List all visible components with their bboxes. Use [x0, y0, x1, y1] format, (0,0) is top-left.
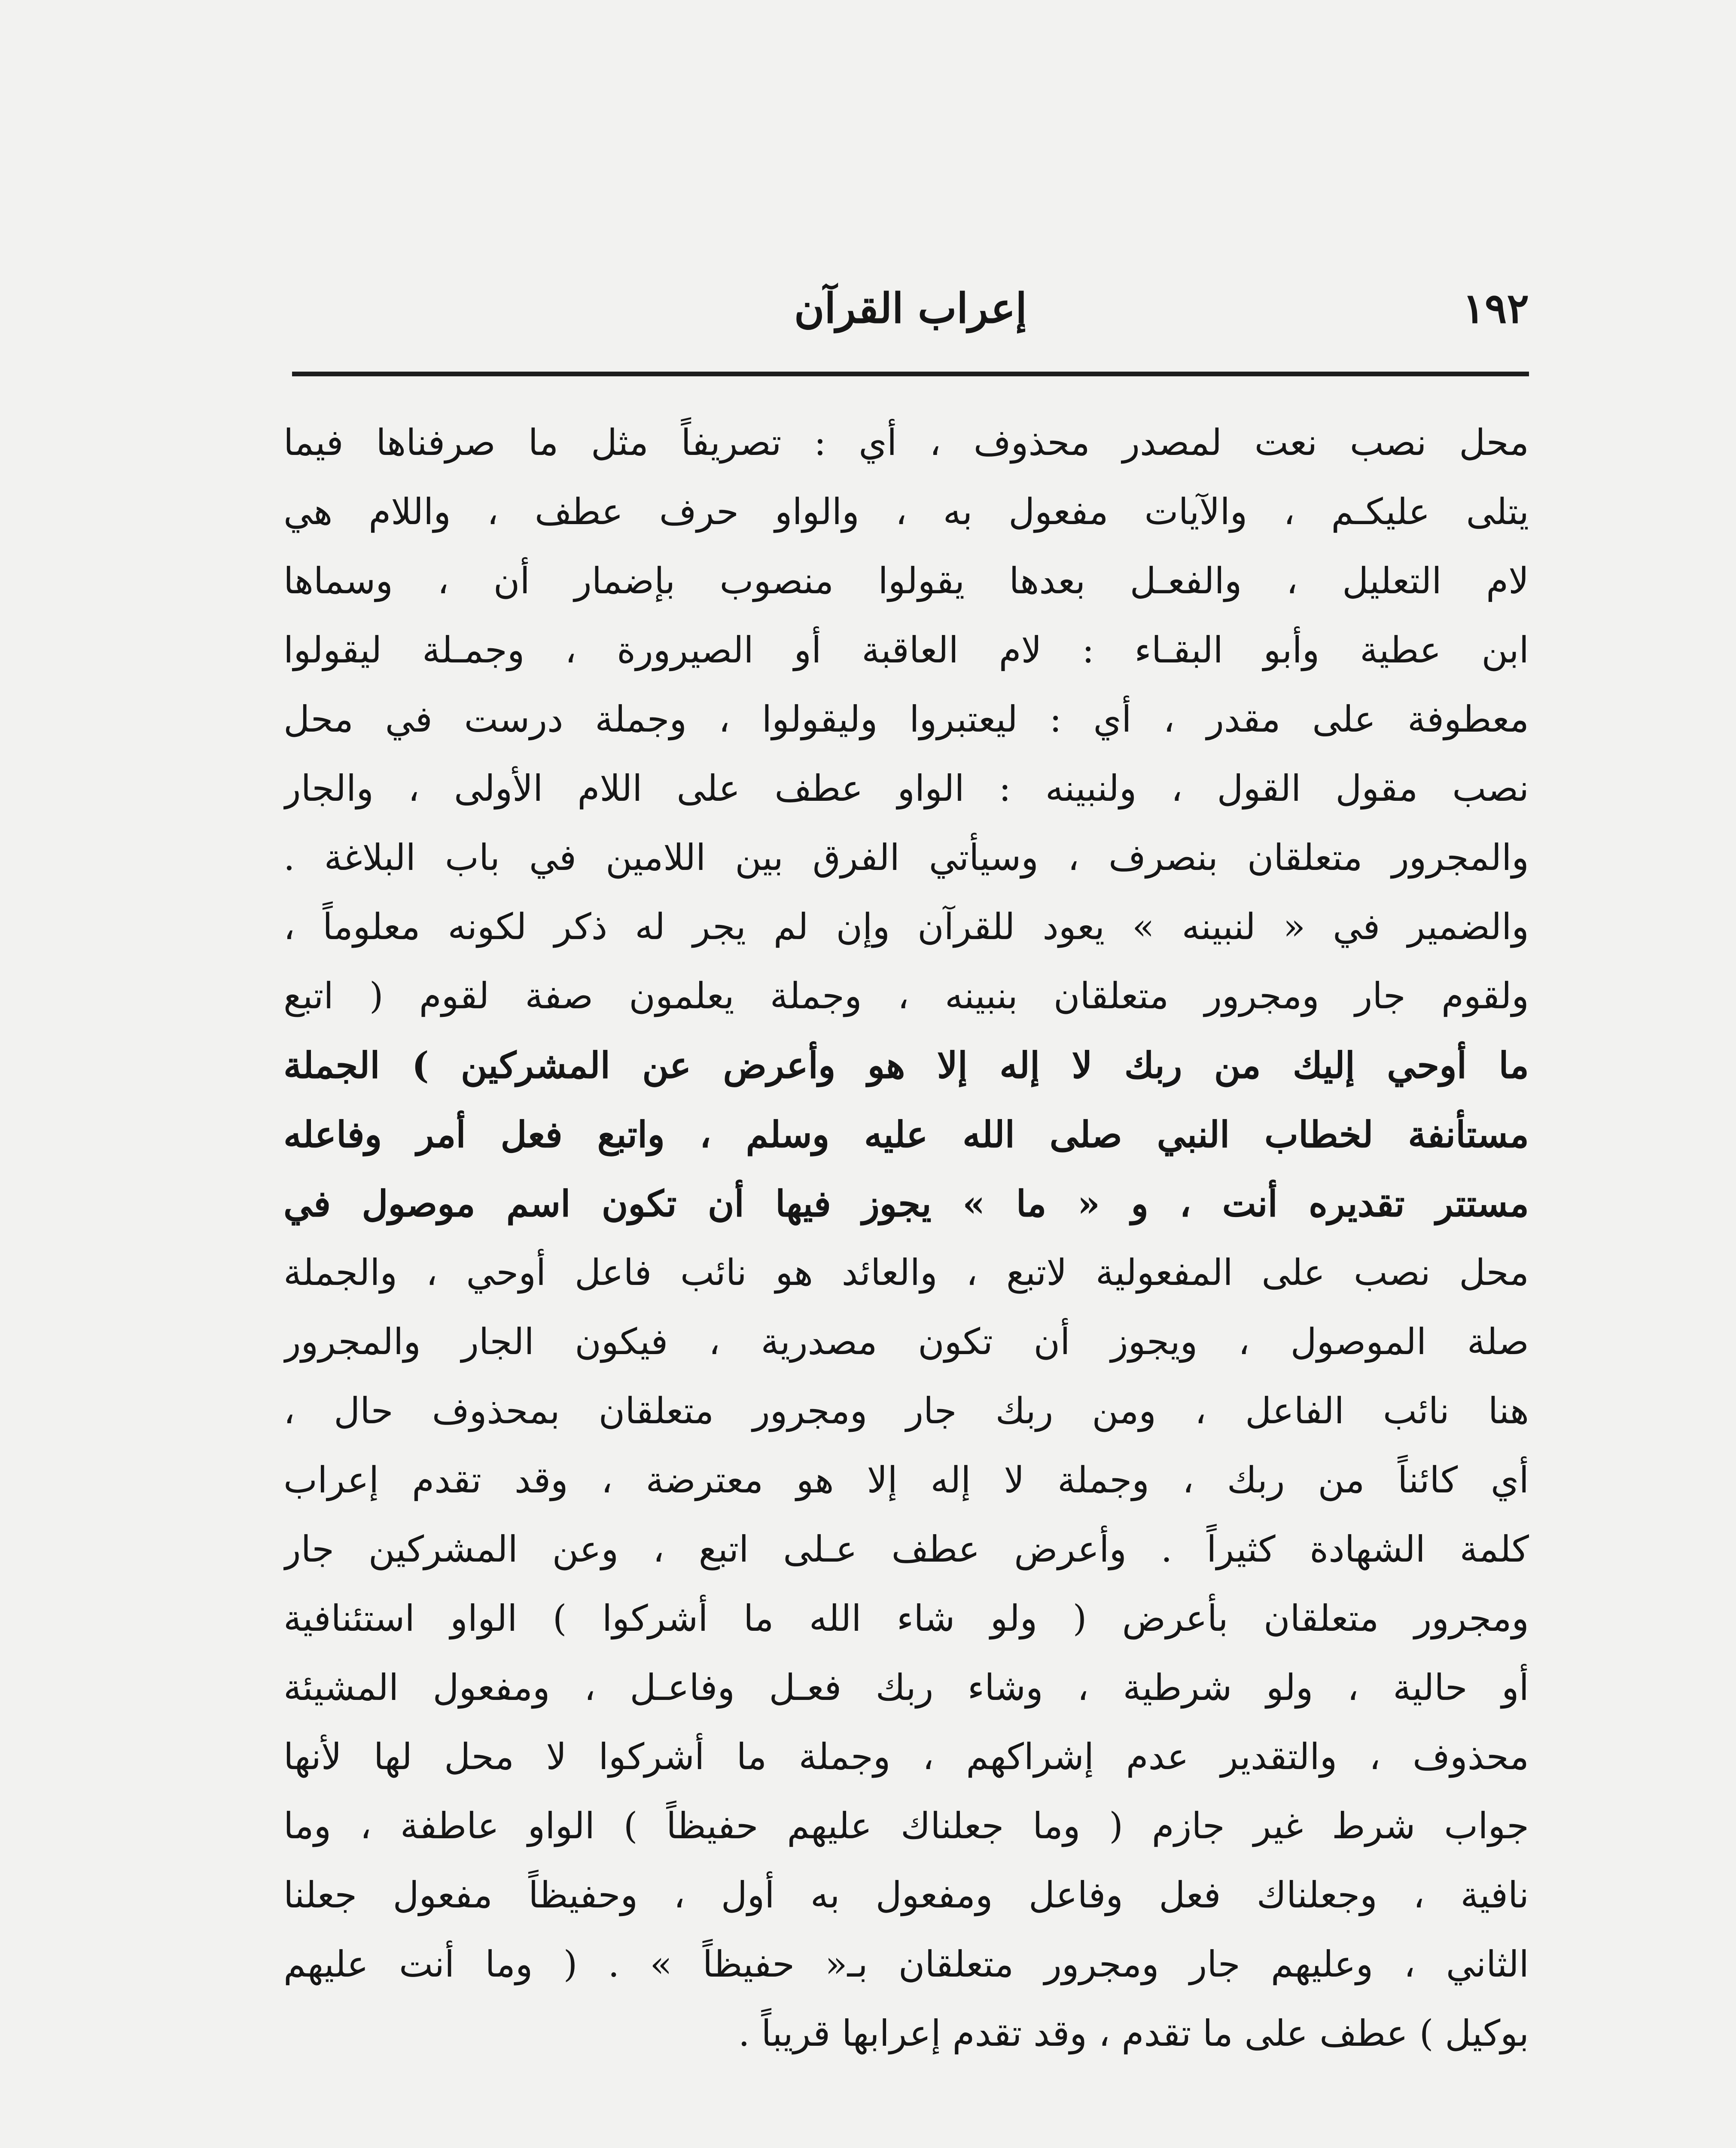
text-line: مستتر تقديره أنت ، و « ما » يجوز فيها أن تكون اسم موصول في — [283, 1182, 1529, 1225]
page-number: ١٩٢ — [1462, 284, 1529, 333]
body-text — [283, 408, 1529, 2068]
header-rule — [292, 372, 1529, 376]
text-line: معطوفة على مقدر ، أي : ليعتبروا وليقولوا ، وجملة درست في محل — [283, 698, 1529, 740]
text-line: لام التعليل ، والفعـل بعدها يقولوا منصوب بإضمار أن ، وسماها — [283, 560, 1529, 602]
text-line: محذوف ، والتقدير عدم إشراكهم ، وجملة ما أشركوا لا محل لها لأنها — [283, 1736, 1529, 1778]
text-line: محل نصب على المفعولية لاتبع ، والعائد هو نائب فاعل أوحي ، والجملة — [283, 1251, 1529, 1294]
text-line: ما أوحي إليك من ربك لا إله إلا هو وأعرض عن المشركين ) الجملة — [283, 1044, 1529, 1086]
text-line: ابن عطية وأبو البقـاء : لام العاقبة أو الصيرورة ، وجمـلة ليقولوا — [283, 629, 1529, 671]
text-line: هنا نائب الفاعل ، ومن ربك جار ومجرور متعلقان بمحذوف حال ، — [283, 1390, 1529, 1432]
text-line: والمجرور متعلقان بنصرف ، وسيأتي الفرق بين اللامين في باب البلاغة . — [283, 836, 1529, 879]
text-line: الثاني ، وعليهم جار ومجرور متعلقان بـ« حفيظاً » . ( وما أنت عليهم — [283, 1943, 1529, 1985]
text-line: ومجرور متعلقان بأعرض ( ولو شاء الله ما أشركوا ) الواو استئنافية — [283, 1597, 1529, 1639]
text-line: مستأنفة لخطاب النبي صلى الله عليه وسلم ، واتبع فعل أمر وفاعله — [283, 1113, 1529, 1156]
page-header — [292, 275, 1529, 361]
text-line: والضمير في « لنبينه » يعود للقرآن وإن لم يجر له ذكر لكونه معلوماً ، — [283, 906, 1529, 948]
text-line: جواب شرط غير جازم ( وما جعلناك عليهم حفيظاً ) الواو عاطفة ، وما — [283, 1805, 1529, 1847]
text-line: محل نصب نعت لمصدر محذوف ، أي : تصريفاً مثل ما صرفناها فيما — [283, 421, 1529, 464]
text-line: أي كائناً من ربك ، وجملة لا إله إلا هو معترضة ، وقد تقدم إعراب — [283, 1459, 1529, 1501]
text-line: أو حالية ، ولو شرطية ، وشاء ربك فعـل وفاعـل ، ومفعول المشيئة — [283, 1666, 1529, 1709]
text-line: صلة الموصول ، ويجوز أن تكون مصدرية ، فيكون الجار والمجرور — [283, 1321, 1529, 1363]
text-line: ولقوم جار ومجرور متعلقان بنبينه ، وجملة يعلمون صفة لقوم ( اتبع — [283, 975, 1529, 1017]
text-line: يتلى عليكـم ، والآيات مفعول به ، والواو حرف عطف ، واللام هي — [283, 491, 1529, 533]
running-title: إعراب القرآن — [794, 284, 1027, 333]
text-line: نافية ، وجعلناك فعل وفاعل ومفعول به أول ، وحفيظاً مفعول جعلنا — [283, 1874, 1529, 1916]
text-line: كلمة الشهادة كثيراً . وأعرض عطف عـلى اتبع ، وعن المشركين جار — [283, 1528, 1529, 1570]
text-line: بوكيل ) عطف على ما تقدم ، وقد تقدم إعرابها قريباً . — [738, 2012, 1529, 2054]
text-line: نصب مقول القول ، ولنبينه : الواو عطف على اللام الأولى ، والجار — [283, 767, 1529, 809]
